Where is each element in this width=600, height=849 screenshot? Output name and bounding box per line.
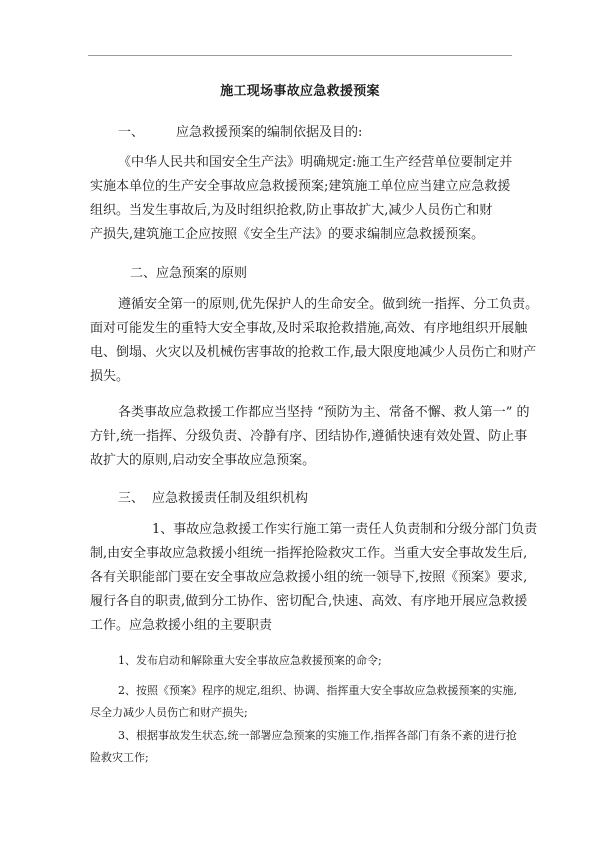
section-2-heading: 二、应急预案的原则: [130, 266, 248, 281]
paragraph-line: 1、事故应急救援工作实行施工第一责任人负责制和分级分部门负责: [152, 522, 538, 537]
section-1-number: 一、: [118, 125, 145, 140]
duty-line: 3、根据事故发生状态,统一部署应急预案的实施工作,指挥各部门有条不紊的进行抢: [118, 729, 517, 742]
section-3-heading: [118, 487, 308, 506]
paragraph-line: 制,由安全事故应急救援小组统一指挥抢险救灾工作。当重大安全事故发生后,: [90, 546, 528, 561]
duty-line: 1、发布启动和解除重大安全事故应急救援预案的命令;: [118, 654, 382, 667]
section-3-number: 三、: [118, 491, 145, 506]
duty-item-2: [90, 680, 517, 724]
paragraph-line: 损失。: [90, 369, 130, 384]
section-1-paragraph: [90, 151, 512, 247]
document-title: 施工现场事故应急救援预案: [220, 84, 380, 99]
duty-item-1: [90, 650, 382, 672]
paragraph-line: 《中华人民共和国安全生产法》明确规定:施工生产经营单位要制定并: [118, 155, 513, 170]
section-1-heading: [118, 121, 362, 140]
paragraph-line: 履行各自的职责,做到分工协作、密切配合,快速、高效、有序地开展应急救援: [90, 594, 528, 609]
duty-line: 险救灾工作;: [90, 751, 149, 764]
paragraph-line: 组织。当发生事故后,为及时组织抢救,防止事故扩大,减少人员伤亡和财: [90, 203, 493, 218]
paragraph-line: 遵循安全第一的原则,优先保护人的生命安全。做到统一指挥、分工负责。: [118, 297, 539, 312]
paragraph-line: 各有关职能部门要在安全事故应急救援小组的统一领导下,按照《预案》要求,: [90, 570, 528, 585]
duty-line: 尽全力减少人员伤亡和财产损失;: [90, 706, 248, 719]
duty-line: 2、按照《预案》程序的规定,组织、协调、指挥重大安全事故应急救援预案的实施,: [118, 684, 517, 697]
paragraph-line: 工作。应急救援小组的主要职责: [90, 618, 273, 633]
section-3-paragraph-1: [90, 518, 537, 638]
section-2-paragraph-2: [90, 401, 530, 473]
section-3-title: 应急救援责任制及组织机构: [152, 491, 309, 506]
section-2-paragraph-1: [90, 293, 538, 389]
duty-item-3: [90, 725, 517, 769]
paragraph-line: 产损失,建筑施工企应按照《安全生产法》的要求编制应急救援预案。: [90, 227, 485, 242]
section-1-title: 应急救援预案的编制依据及目的:: [176, 125, 363, 140]
header-divider: [88, 55, 512, 56]
paragraph-line: 实施本单位的生产安全事故应急救援预案;建筑施工单位应当建立应急救援: [90, 179, 511, 194]
paragraph-line: 方针,统一指挥、分级负责、冷静有序、团结协作,遵循快速有效处置、防止事: [90, 429, 528, 444]
paragraph-line: 电、倒塌、火灾以及机械伤害事故的抢救工作,最大限度地减少人员伤亡和财产: [90, 345, 537, 360]
paragraph-line: 故扩大的原则,启动安全事故应急预案。: [90, 453, 316, 468]
paragraph-line: 面对可能发生的重特大安全事故,及时采取抢救措施,高效、有序地组织开展触: [90, 321, 528, 336]
paragraph-line: 各类事故应急救援工作都应当坚持 “预防为主、常备不懈、救人第一” 的: [118, 405, 530, 420]
